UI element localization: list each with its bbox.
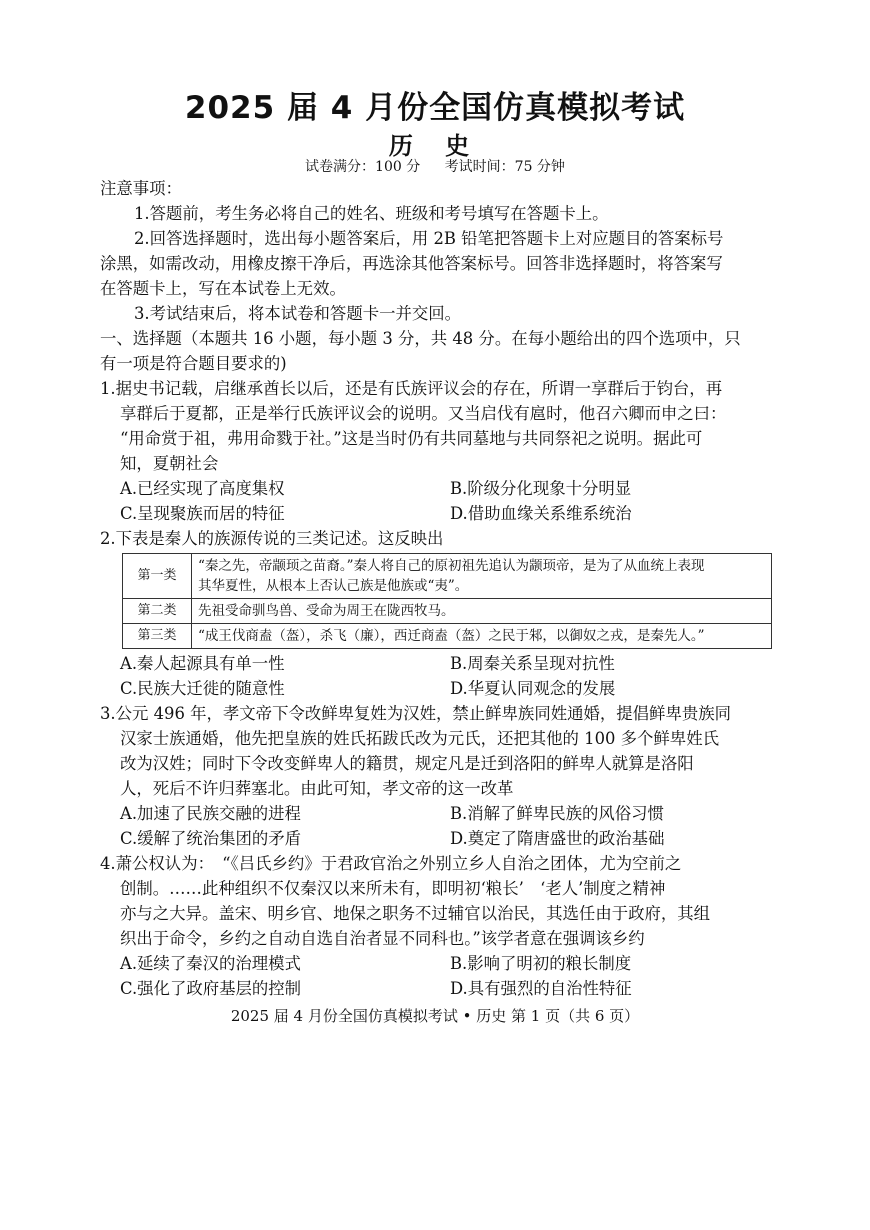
q1-stem-line-1: 1.据史书记载，启继承酋长以后，还是有氏族评议会的存在，所谓一享群后于钧台，再	[100, 379, 723, 398]
q4-options	[100, 951, 780, 1001]
table-cell: 先祖受命驯鸟兽、受命为周王在陇西牧马。	[192, 599, 772, 624]
q4-option-a: A.延续了秦汉的治理模式	[120, 954, 301, 973]
q4-option-b: B.影响了明初的粮长制度	[450, 954, 632, 973]
exam-body	[100, 176, 780, 1001]
notice-heading: 注意事项：	[100, 179, 182, 198]
q2-options	[100, 651, 780, 701]
q3-stem-line-1: 3.公元 496 年，孝文帝下令改鲜卑复姓为汉姓，禁止鲜卑族同姓通婚，提倡鲜卑贵族同	[100, 704, 732, 723]
q4-stem-line-2: 创制。……此种组织不仅秦汉以来所未有，即明初‘粮长’ ‘老人’制度之精神	[120, 879, 666, 898]
q4-stem-line-1: 4.萧公权认为： “《吕氏乡约》于君政官治之外别立乡人自治之团体，尤为空前之	[100, 854, 682, 873]
question-4	[100, 851, 780, 1001]
notice-section	[100, 176, 780, 326]
table-cell: “成王伐商盍（盔），杀飞（廉），西迁商盍（盔）之民于邾，以御奴之戎，是秦先人。”	[192, 624, 772, 649]
q3-options	[100, 801, 780, 851]
section-1-heading	[100, 326, 780, 376]
q3-option-b: B.消解了鲜卑民族的风俗习惯	[450, 804, 664, 823]
table-row-head: 第一类	[123, 554, 192, 599]
q2-option-a: A.秦人起源具有单一性	[120, 654, 285, 673]
q3-stem-line-2: 汉家士族通婚，他先把皇族的姓氏拓跋氏改为元氏，还把其他的 100 多个鲜卑姓氏	[120, 729, 719, 748]
q1-option-d: D.借助血缘关系维系统治	[450, 504, 632, 523]
table-row	[123, 624, 772, 649]
table-cell	[192, 554, 772, 599]
section-1-line-1: 一、选择题（本题共 16 小题，每小题 3 分，共 48 分。在每小题给出的四个选项中，只	[100, 329, 741, 348]
page-footer: 2025 届 4 月份全国仿真模拟考试 • 历史 第 1 页（共 6 页）	[230, 1007, 640, 1025]
question-3	[100, 701, 780, 851]
table-row	[123, 599, 772, 624]
q1-stem-line-4: 知，夏朝社会	[120, 454, 219, 473]
exam-time: 考试时间：75 分钟	[444, 159, 565, 175]
notice-item-1: 1.答题前，考生务必将自己的姓名、班级和考号填写在答题卡上。	[134, 204, 609, 223]
question-2	[100, 526, 780, 701]
q1-option-b: B.阶级分化现象十分明显	[450, 479, 632, 498]
section-1-line-2: 有一项是符合题目要求的)	[100, 354, 287, 373]
notice-item-3: 3.考试结束后，将本试卷和答题卡一并交回。	[134, 304, 462, 323]
q2-option-d: D.华夏认同观念的发展	[450, 679, 616, 698]
full-score: 试卷满分：100 分	[305, 159, 421, 175]
question-1	[100, 376, 780, 526]
q3-option-a: A.加速了民族交融的进程	[120, 804, 301, 823]
q1-option-c: C.呈现聚族而居的特征	[120, 504, 285, 523]
q3-option-d: D.奠定了隋唐盛世的政治基础	[450, 829, 665, 848]
notice-item-2-line-2: 涂黑，如需改动，用橡皮擦干净后，再选涂其他答案标号。回答非选择题时，将答案写	[100, 254, 723, 273]
notice-item-2-line-3: 在答题卡上，写在本试卷上无效。	[100, 279, 346, 298]
q4-option-d: D.具有强烈的自治性特征	[450, 979, 632, 998]
q2-table	[122, 553, 772, 649]
table-row-head: 第三类	[123, 624, 192, 649]
q1-option-a: A.已经实现了高度集权	[120, 479, 285, 498]
q1-stem-line-3: “用命赏于祖，弗用命戮于社。”这是当时仍有共同墓地与共同祭祀之说明。据此可	[120, 429, 703, 448]
q2-stem: 2.下表是秦人的族源传说的三类记述。这反映出	[100, 529, 444, 548]
exam-meta	[0, 156, 870, 176]
table-cell-line: “秦之先，帝颛顼之苗裔。”秦人将自己的原初祖先追认为颛顼帝，是为了从血统上表现	[198, 558, 705, 574]
exam-title: 2025 届 4 月份全国仿真模拟考试	[184, 90, 686, 126]
q3-stem-line-3: 改为汉姓；同时下令改变鲜卑人的籍贯，规定凡是迁到洛阳的鲜卑人就算是洛阳	[120, 754, 694, 773]
subject-title: 历 史	[388, 132, 482, 160]
q2-option-c: C.民族大迁徙的随意性	[120, 679, 285, 698]
q3-stem-line-4: 人，死后不许归葬塞北。由此可知，孝文帝的这一改革	[120, 779, 514, 798]
q3-option-c: C.缓解了统治集团的矛盾	[120, 829, 302, 848]
table-row-head: 第二类	[123, 599, 192, 624]
q1-stem-line-2: 享群后于夏都，正是举行氏族评议会的说明。又当启伐有扈时，他召六卿而申之曰：	[120, 404, 727, 423]
q4-option-c: C.强化了政府基层的控制	[120, 979, 302, 998]
q2-option-b: B.周秦关系呈现对抗性	[450, 654, 615, 673]
table-row	[123, 554, 772, 599]
q4-stem-line-4: 织出于命令，乡约之自动自选自治者显不同科也。”该学者意在强调该乡约	[120, 929, 645, 948]
q4-stem-line-3: 亦与之大异。盖宋、明乡官、地保之职务不过辅官以治民，其选任由于政府，其组	[120, 904, 711, 923]
notice-item-2-line-1: 2.回答选择题时，选出每小题答案后，用 2B 铅笔把答题卡上对应题目的答案标号	[134, 229, 724, 248]
table-cell-line: 其华夏性，从根本上否认己族是他族或“夷”。	[198, 578, 469, 594]
q1-options	[100, 476, 780, 526]
